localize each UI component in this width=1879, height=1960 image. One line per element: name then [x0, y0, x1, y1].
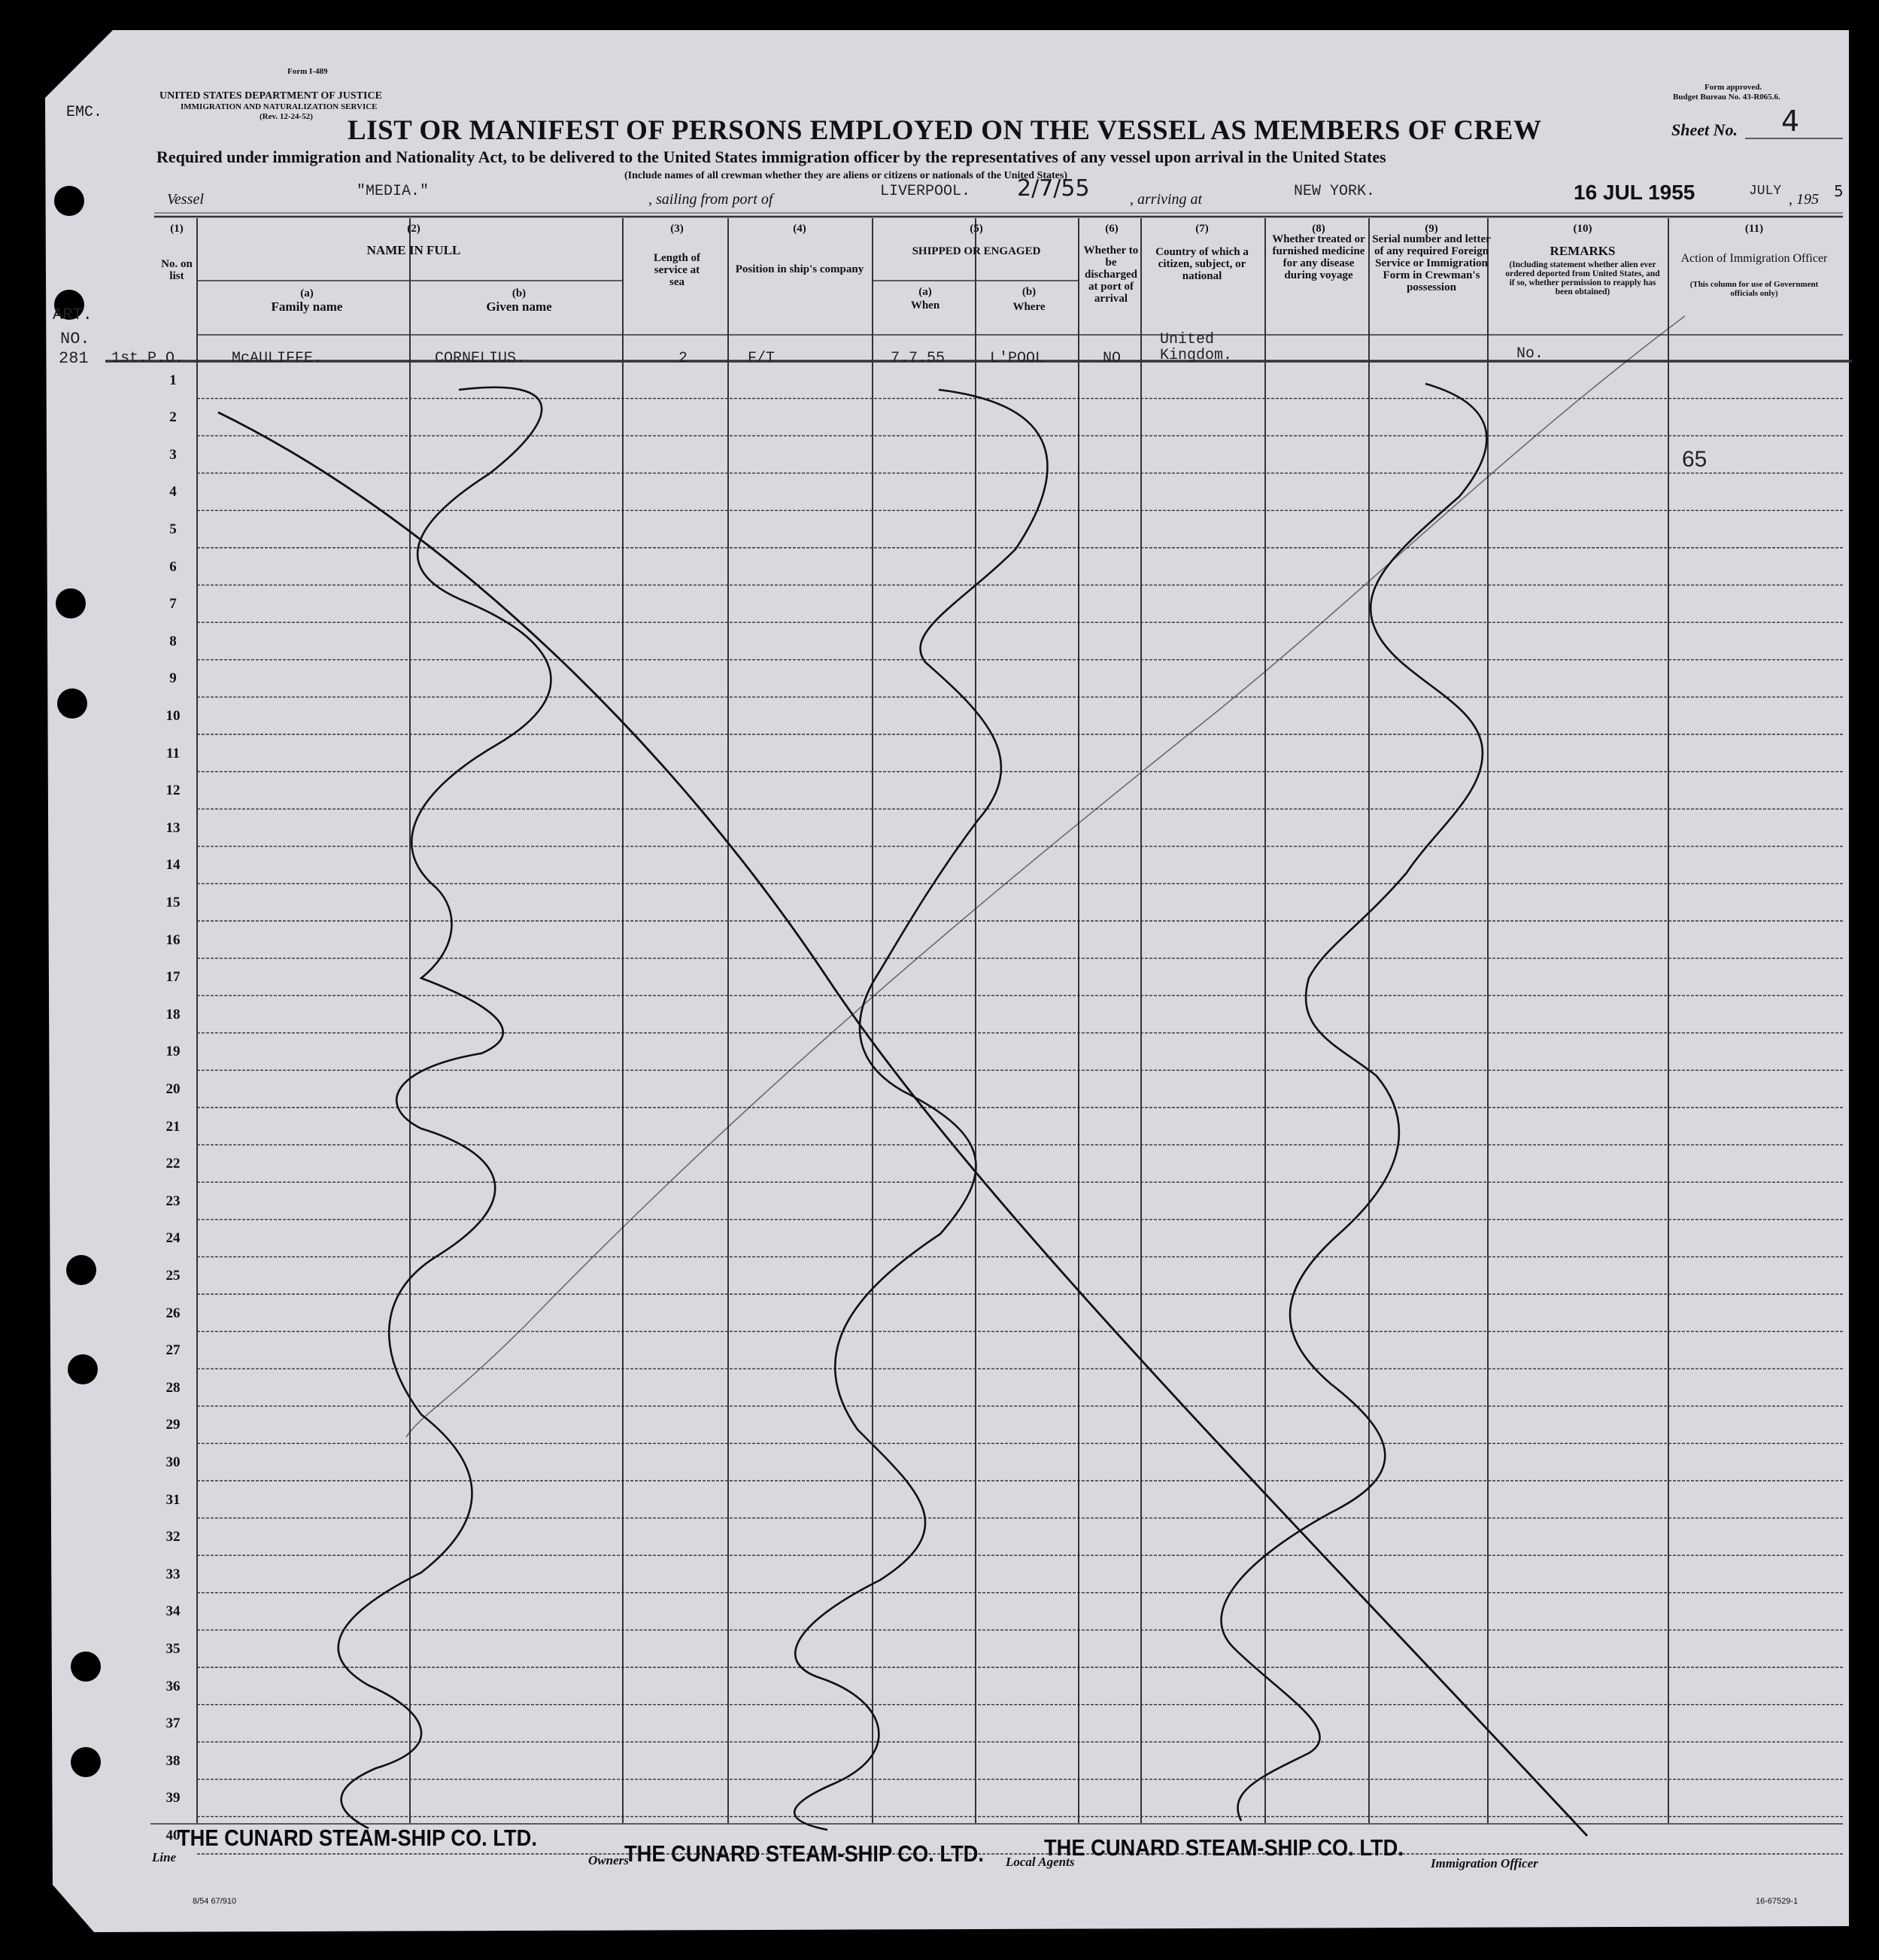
col1-num: (1)	[170, 223, 184, 235]
row-number: 11	[166, 745, 180, 761]
print-code-right: 16-67529-1	[1756, 1897, 1799, 1906]
arrival-stamp-date: 16 JUL 1955	[1574, 181, 1695, 204]
entry-given-name: CORNELIUS.	[435, 350, 526, 367]
row-number: 17	[165, 969, 181, 986]
year-label: , 195	[1789, 191, 1819, 208]
requirement-text: Required under immigration and Nationality Act, to be delivered to the United States immigration officer by the representatives of any vessel upon arrival in the United States	[156, 147, 1386, 166]
col5-num: (5)	[970, 223, 983, 235]
row-number: 10	[165, 708, 181, 724]
line-label: Line	[152, 1850, 177, 1864]
row-number: 26	[165, 1305, 181, 1321]
col2a-num: (a)	[300, 287, 314, 299]
col4-label: Position in ship's company	[735, 263, 864, 275]
row-number: 6	[169, 558, 177, 575]
row-number: 20	[165, 1081, 181, 1097]
row-number: 40	[165, 1828, 181, 1843]
col2-num: (2)	[407, 223, 420, 235]
punch-hole	[66, 1255, 96, 1285]
row-number: 18	[165, 1006, 181, 1023]
row-number: 34	[165, 1603, 181, 1620]
row-number: 36	[165, 1678, 181, 1694]
row-number: 1	[169, 372, 177, 388]
entry-discharged: NO	[1103, 350, 1122, 367]
inclusion-note: (Include names of all crewman whether they are aliens or citizens or nationals of the United States)	[624, 170, 1067, 181]
print-code-left: 8/54 67/910	[193, 1897, 237, 1906]
paper-background	[45, 30, 1849, 1932]
row-number: 21	[165, 1118, 181, 1135]
sailing-label: , sailing from port of	[648, 191, 773, 208]
col3-num: (3)	[670, 223, 684, 235]
col5b-label: Where	[1012, 301, 1046, 313]
punch-hole	[68, 1354, 98, 1384]
budget-bureau-no: Budget Bureau No. 43-R065.6.	[1673, 93, 1780, 102]
margin-no-label: NO.	[60, 330, 90, 348]
col6-label: Whether to be discharged at port of arrival	[1083, 245, 1139, 305]
row-number: 25	[165, 1268, 181, 1284]
col5a-label: When	[910, 299, 940, 311]
owners-company-stamp: THE CUNARD STEAM-SHIP CO. LTD.	[624, 1840, 984, 1867]
row-number: 38	[165, 1752, 181, 1769]
row-number: 2	[169, 409, 177, 426]
punch-hole	[56, 588, 86, 618]
departure-port: LIVERPOOL.	[880, 183, 971, 200]
row-number: 14	[165, 857, 181, 874]
form-approved: Form approved.	[1704, 83, 1762, 92]
row-number: 13	[165, 819, 181, 836]
row-number: 35	[165, 1641, 181, 1657]
col4-num: (4)	[793, 223, 806, 235]
arriving-label: , arriving at	[1130, 191, 1203, 208]
row-number: 30	[165, 1454, 181, 1470]
row-number: 24	[165, 1230, 181, 1247]
row-number: 31	[165, 1491, 181, 1508]
row-number: 33	[165, 1566, 181, 1582]
entry-when: 7.7.55	[891, 350, 946, 367]
entry-country-line1: United	[1160, 331, 1215, 348]
col10-label: REMARKS	[1550, 244, 1616, 258]
col11-num: (11)	[1744, 223, 1764, 235]
agents-company-stamp: THE CUNARD STEAM-SHIP CO. LTD.	[1044, 1834, 1404, 1861]
entry-family-name: McAULIFFE.	[232, 350, 323, 367]
margin-art-label: ART.	[53, 305, 93, 324]
row-number: 29	[165, 1417, 181, 1433]
entry-position: F/T	[748, 350, 776, 367]
row-number: 22	[165, 1156, 181, 1172]
officer-annotation-number: 65	[1682, 447, 1707, 472]
line-company-stamp: THE CUNARD STEAM-SHIP CO. LTD.	[178, 1825, 537, 1851]
row-number: 37	[165, 1715, 181, 1732]
sheet-label: Sheet No.	[1671, 120, 1738, 139]
row-number: 39	[165, 1790, 181, 1807]
col2a-label: Family name	[271, 299, 343, 314]
margin-art-number: 281	[59, 349, 89, 368]
col11-note: (This column for use of Government officials only)	[1689, 280, 1819, 298]
form-revision: (Rev. 12-24-52)	[260, 112, 313, 121]
entry-remarks: No.	[1516, 345, 1544, 363]
year-digit: 5	[1834, 182, 1844, 200]
col2-label: NAME IN FULL	[366, 243, 461, 257]
local-agents-label: Local Agents	[1006, 1855, 1075, 1869]
col10-note: (Including statement whether alien ever ordered deported from United States, and if so, whether permission to reapply has been obtained)	[1505, 260, 1660, 296]
col7-num: (7)	[1195, 223, 1209, 235]
col5b-num: (b)	[1021, 286, 1037, 298]
row-number: 12	[165, 782, 181, 799]
row-number: 19	[165, 1044, 181, 1060]
row-number: 32	[165, 1529, 181, 1545]
punch-hole	[54, 186, 84, 216]
row-number: 23	[165, 1193, 181, 1209]
col1-label: No. on list	[161, 258, 193, 282]
arrival-month: JULY	[1749, 184, 1782, 199]
agency-name: UNITED STATES DEPARTMENT OF JUSTICE	[159, 90, 382, 102]
row-number: 9	[169, 670, 177, 687]
row-number: 3	[169, 446, 177, 463]
entry-length-of-service: 2	[678, 350, 688, 367]
col5-label: SHIPPED OR ENGAGED	[912, 245, 1041, 257]
col9-num: (9)	[1425, 223, 1438, 235]
row-number: 28	[165, 1379, 181, 1396]
col6-num: (6)	[1105, 223, 1119, 235]
col2b-label: Given name	[486, 299, 552, 314]
row-number: 15	[165, 895, 181, 910]
col8-label: Whether treated or furnished medicine for any disease during voyage	[1272, 233, 1365, 281]
col10-num: (10)	[1573, 223, 1592, 235]
row-number: 8	[169, 633, 177, 649]
vessel-name: "MEDIA."	[357, 183, 430, 200]
sheet-number: 4	[1781, 105, 1800, 138]
immigration-officer-label: Immigration Officer	[1431, 1856, 1538, 1870]
col3-label: Length of service at sea	[653, 252, 701, 288]
punch-hole	[71, 1747, 101, 1777]
owners-label: Owners	[588, 1853, 629, 1867]
col5a-num: (a)	[918, 286, 932, 298]
row-number: 7	[169, 596, 177, 612]
col2b-num: (b)	[511, 287, 527, 299]
sheet-number-underline	[1745, 137, 1843, 140]
entry-country-line2: Kingdom.	[1160, 347, 1233, 364]
sail-date: 2/7/55	[1017, 175, 1090, 202]
entry-where: L'POOL	[990, 350, 1045, 367]
col11-label: Action of Immigration Officer	[1680, 252, 1828, 265]
form-number: Form I-489	[287, 67, 328, 76]
vessel-label: Vessel	[167, 191, 204, 208]
row-number: 16	[165, 931, 181, 948]
entry-rank: 1st.P.O.	[111, 350, 184, 367]
col8-num: (8)	[1312, 223, 1325, 235]
punch-hole	[57, 688, 87, 719]
punch-hole	[71, 1652, 101, 1682]
page-title: LIST OR MANIFEST OF PERSONS EMPLOYED ON THE VESSEL AS MEMBERS OF CREW	[348, 115, 1542, 146]
col7-label: Country of which a citizen, subject, or national	[1155, 246, 1249, 282]
arrival-port: NEW YORK.	[1294, 183, 1376, 200]
service-name: IMMIGRATION AND NATURALIZATION SERVICE	[181, 102, 378, 111]
row-number: 5	[169, 521, 177, 537]
col9-label: Serial number and letter of any required Foreign Service or Immigration Form in Crewman's possession	[1372, 233, 1491, 293]
margin-code: EMC.	[66, 104, 103, 121]
row-number: 27	[165, 1342, 181, 1359]
row-number: 4	[169, 484, 177, 500]
